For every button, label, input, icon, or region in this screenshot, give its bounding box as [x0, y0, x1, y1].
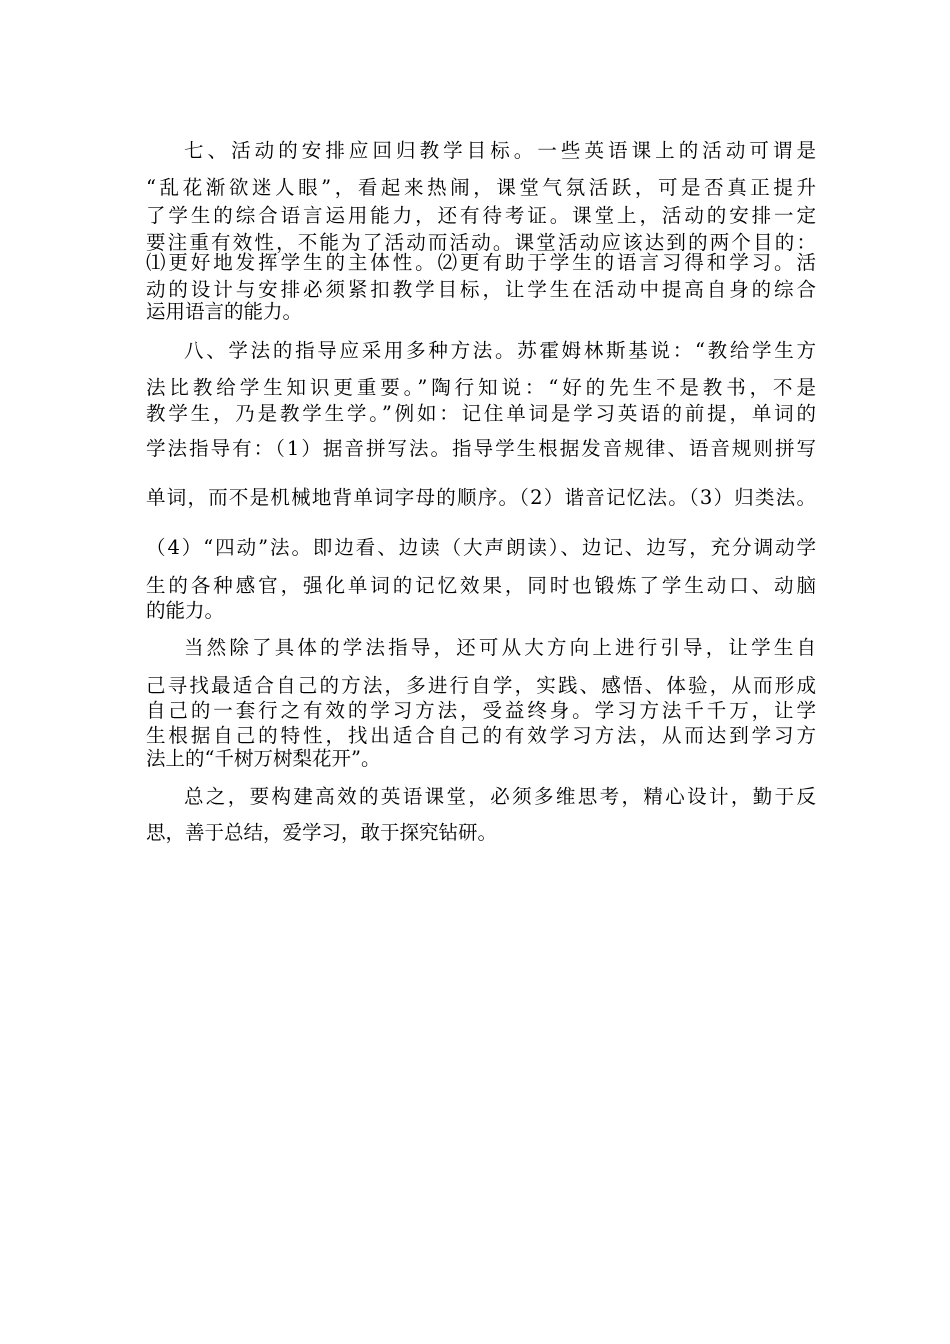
- paragraph-3-line-1: 当然除了具体的学法指导，还可从大方向上进行引导，让学生自: [184, 636, 816, 659]
- paragraph-1-line-1: 七、活动的安排应回归教学目标。一些英语课上的活动可谓是: [184, 139, 816, 162]
- paragraph-1-line-3: 了学生的综合语言运用能力，还有待考证。课堂上，活动的安排一定: [146, 204, 816, 227]
- paragraph-1-line-2: “乱花渐欲迷人眼”，看起来热闹，课堂气氛活跃，可是否真正提升: [146, 176, 816, 199]
- paragraph-2-line-6: （4）“四动”法。即边看、边读（大声朗读）、边记、边写，充分调动学: [146, 536, 816, 559]
- paragraph-3-line-2: 己寻找最适合自己的方法，多进行自学，实践、感悟、体验，从而形成: [146, 674, 816, 697]
- paragraph-1-line-7: 运用语言的能力。: [146, 300, 303, 323]
- paragraph-1-line-4: 要注重有效性，不能为了活动而活动。课堂活动应该达到的两个目的：: [146, 231, 816, 254]
- paragraph-4-line-1: 总之，要构建高效的英语课堂，必须多维思考，精心设计，勤于反: [184, 785, 816, 808]
- paragraph-2-line-8: 的能力。: [146, 599, 225, 622]
- paragraph-2-line-2: 法比教给学生知识更重要。”陶行知说：“好的先生不是教书，不是: [146, 376, 816, 399]
- paragraph-1-line-6: 动的设计与安排必须紧扣教学目标，让学生在活动中提高自身的综合: [146, 278, 816, 301]
- paragraph-3-line-5: 法上的“千树万树梨花开”。: [146, 747, 381, 770]
- paragraph-2-line-4: 学法指导有：（1）据音拼写法。指导学生根据发音规律、语音规则拼写: [146, 437, 816, 460]
- paragraph-3-line-3: 自己的一套行之有效的学习方法，受益终身。学习方法千千万，让学: [146, 699, 816, 722]
- paragraph-3-line-4: 生根据自己的特性，找出适合自己的有效学习方法，从而达到学习方: [146, 724, 816, 747]
- paragraph-2-line-1: 八、学法的指导应采用多种方法。苏霍姆林斯基说：“教给学生方: [184, 339, 816, 362]
- paragraph-4-line-2: 思，善于总结，爱学习，敢于探究钻研。: [146, 821, 498, 844]
- paragraph-1-line-5: ⑴更好地发挥学生的主体性。⑵更有助于学生的语言习得和学习。活: [146, 251, 816, 274]
- paragraph-2-line-7: 生的各种感官，强化单词的记忆效果，同时也锻炼了学生动口、动脑: [146, 574, 816, 597]
- paragraph-2-line-3: 教学生，乃是教学生学。”例如：记住单词是学习英语的前提，单词的: [146, 402, 816, 425]
- paragraph-2-line-5: 单词，而不是机械地背单词字母的顺序。（2）谐音记忆法。（3）归类法。: [146, 486, 816, 509]
